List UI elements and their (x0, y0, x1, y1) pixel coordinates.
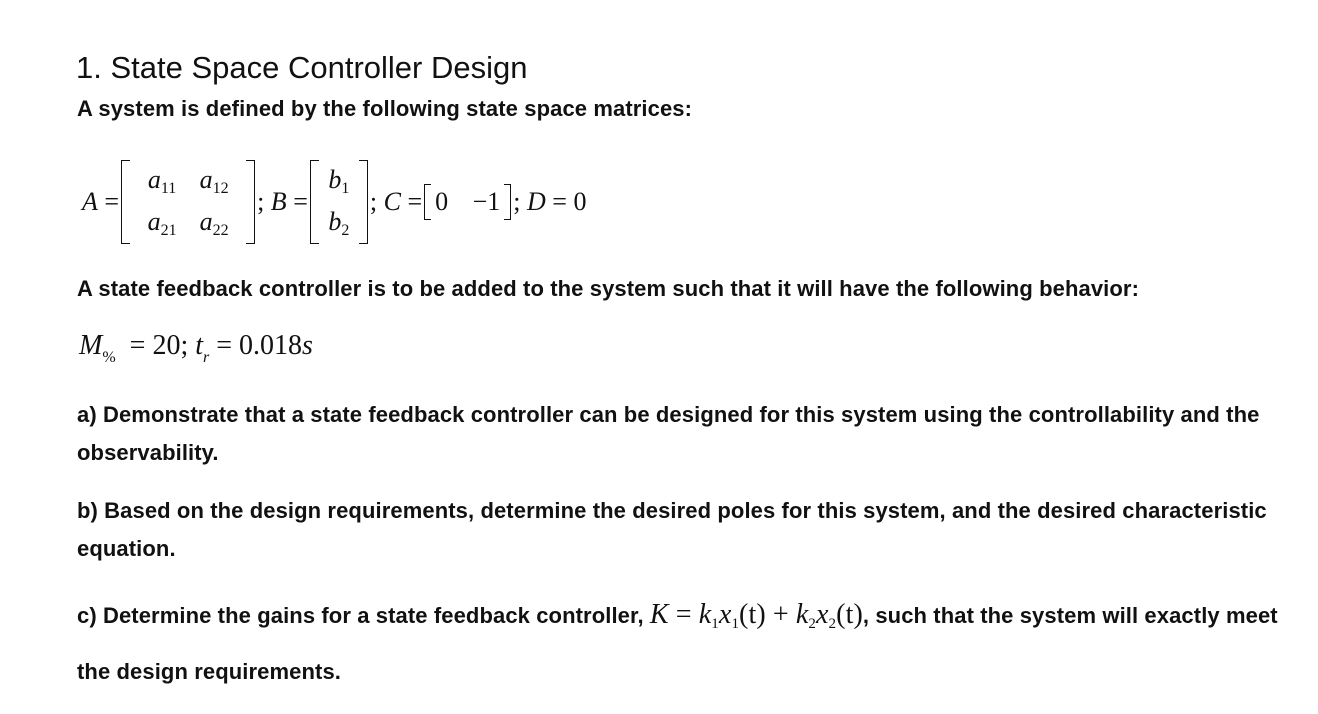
left-bracket (424, 184, 431, 220)
overshoot-subscript: % (102, 349, 116, 366)
matrix-d-label: D (527, 187, 546, 216)
matrix-c (424, 184, 511, 220)
question-a: a) Demonstrate that a state feedback controller can be designed for this system using the controllability and the observability. (77, 402, 1260, 465)
equals-sign: = (286, 187, 308, 216)
page-title: 1. State Space Controller Design (76, 50, 528, 85)
matrix-c-label: C (383, 187, 401, 216)
matrix-cell-a12: $a_{12}$ (199, 164, 229, 197)
overshoot-symbol: M (79, 330, 103, 361)
right-bracket (246, 160, 255, 244)
left-bracket (310, 160, 319, 244)
intro-paragraph: A system is defined by the following state space matrices: (77, 96, 693, 121)
left-bracket (121, 160, 130, 244)
feedback-paragraph: A state feedback controller is to be added to the system such that it will have the following behavior: (77, 276, 1140, 301)
matrix-c-values: 0 −1 (435, 187, 501, 216)
separator: ; (369, 187, 384, 216)
equals-sign: = (209, 330, 240, 361)
matrix-cell-b2: $b_2$ (328, 206, 350, 239)
question-c-text-start: c) Determine the gains for a state feedback controller, (77, 603, 644, 628)
equals-sign: = (122, 330, 153, 361)
right-bracket (504, 184, 511, 220)
matrix-a (121, 160, 255, 244)
question-b: b) Based on the design requirements, determine the desired poles for this system, and the desired characteristic equation. (77, 498, 1267, 561)
right-bracket (359, 160, 368, 244)
question-c (77, 591, 1292, 696)
rise-time-symbol: t (195, 330, 204, 361)
question-c-text-end: , such that the system will exactly meet the design requirements. (77, 603, 1278, 684)
equals-sign: = (400, 187, 423, 216)
matrix-cell-a21: $a_{21}$ (147, 206, 177, 239)
state-space-matrices (82, 158, 586, 246)
separator: ; (180, 330, 196, 361)
rise-time-unit: s (302, 330, 313, 361)
rise-time-value: 0.018 (239, 330, 303, 361)
matrix-a-grid (130, 160, 246, 244)
matrix-cell-a22: $a_{22}$ (199, 206, 229, 239)
matrix-b-grid (319, 160, 359, 244)
equals-sign: = (97, 187, 120, 216)
separator: ; (513, 187, 528, 216)
overshoot-value: 20 (152, 330, 181, 361)
design-specification (79, 330, 313, 367)
matrix-b (310, 160, 368, 244)
separator: ; (257, 187, 271, 216)
matrix-b-label: B (270, 187, 287, 216)
equals-sign: = (545, 187, 574, 216)
matrix-d-value: 0 (573, 187, 587, 216)
matrix-cell-a11: $a_{11}$ (147, 164, 177, 197)
rise-time-subscript: r (203, 349, 210, 366)
matrix-cell-b1: $b_1$ (328, 164, 350, 197)
matrix-a-label: A (82, 187, 98, 216)
gain-formula: $K = k_1x_1(t) + k_2x_2(t)$ (649, 599, 863, 632)
